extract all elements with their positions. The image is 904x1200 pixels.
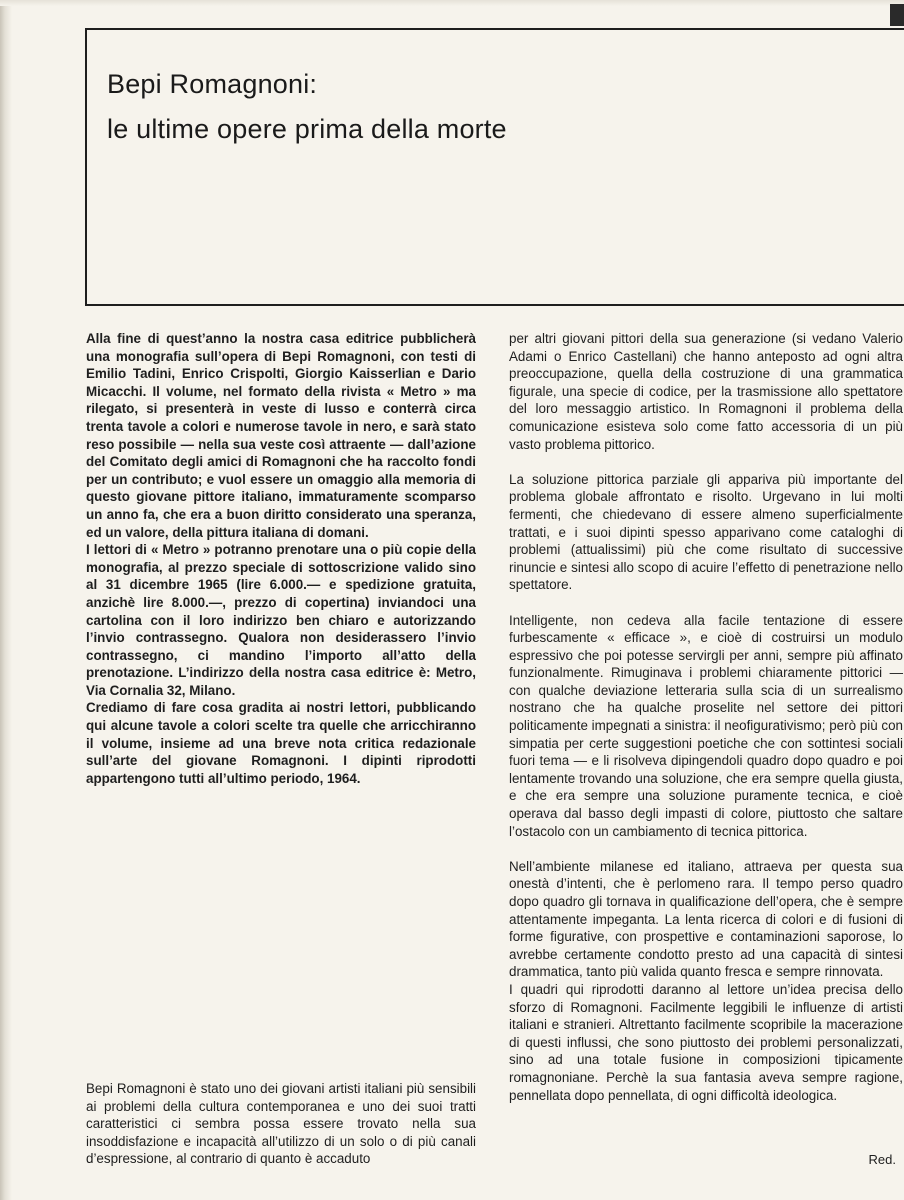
critique-paragraph: La soluzione pittorica parziale gli appariva più importante del problema globale affrontato e risolto. Urgevano in lui molti fermenti, che chiedevano di essere almeno superficialmente trattati, e i suoi dipinti spesso apparivano come cataloghi di problemi (attualissimi) più che come risultato di successive rinuncie e sintesi allo scopo di acuire l’effetto di penetrazione nello spettatore. bbox=[509, 471, 903, 593]
article-title bbox=[107, 62, 507, 152]
intro-paragraph: Alla fine di quest’anno la nostra casa editrice pubblicherà una monografia sull’opera di Bepi Romagnoni, con testi di Emilio Tadini, Enrico Crispolti, Giorgio Kaisserlian e Dario Micacchi. Il volume, nel formato della rivista « Metro » ma rilegato, si presenterà in veste di lusso e conterrà circa trenta tavole a colori e numerose tavole in nero, e sarà stato reso possibile — nella sua veste così attraente — dall’azione del Comitato degli amici di Romagnoni che ha raccolto fondi per un contributo; e vuol essere un omaggio alla memoria di questo giovane pittore italiano, immaturamente scomparso un anno fa, che era a buon diritto considerato una speranza, ed un valore, della pittura italiana di domani. bbox=[86, 331, 476, 540]
article-title-line-2: le ultime opere prima della morte bbox=[107, 114, 507, 144]
critique-paragraph: Intelligente, non cedeva alla facile tentazione di essere furbescamente « efficace », e cioè di costruirsi un modulo espressivo che poi potesse servirgli per anni, sempre più affinato funzionalmente. Rimuginava i problemi chiaramente pittorici — con qualche deviazione letteraria sulla scia di un surrealismo nostrano che ha qualche proselite nel settore dei pittori politicamente impegnati a sinistra: il neofigurativismo; però più con simpatia per certe suggestioni poetiche che con sottintesi sociali fuori tema — e li risolveva dipingendoli quadro dopo quadro e poi lentamente trovando una soluzione, che era sempre quella giusta, e che era sempre una soluzione puramente tecnica, e cioè operava dal basso degli impasti di colore, piuttosto che saltare l’ostacolo con un cambiamento di tecnica pittorica. bbox=[509, 612, 903, 839]
corner-mark bbox=[890, 4, 904, 26]
critique-paragraph: I quadri qui riprodotti daranno al lettore un’idea precisa dello sforzo di Romagnoni. Facilmente leggibili le influenze di artisti italiani e stranieri. Altrettanto facilmente scopribile la macerazione di questi influssi, che sono piuttosto dei problemi personalizzati, sino ad una totale fusione in composizioni tipicamente romagnoniane. Perchè la sua fantasia aveva sempre ragione, pennellata dopo pennellata, di ogni difficoltà ideologica. bbox=[509, 981, 903, 1103]
critique-paragraph: Nell’ambiente milanese ed italiano, attraeva per questa sua onestà d’intenti, che è perlomeno rara. Il tempo perso quadro dopo quadro gli tornava in qualificazione dell’opera, che è sempre attentamente impeganta. La lenta ricerca di colori e di fusioni di forme figurative, con prospettive e contaminazioni saporose, lo avrebbe certamente condotto presto ad una capacità di sintesi drammatica, tanto più valida quanto fresca e sempre rinnovata. bbox=[509, 858, 903, 980]
title-frame bbox=[85, 28, 904, 306]
bio-paragraph: Bepi Romagnoni è stato uno dei giovani artisti italiani più sensibili ai problemi della cultura contemporanea e uno dei suoi tratti caratteristici ci sembra possa essere trovato nella sua insoddisfazione e incapacità all’utilizzo di un solo o di più canali d’espressione, al contrario di quanto è accaduto bbox=[86, 1081, 476, 1167]
signature: Red. bbox=[868, 1152, 896, 1167]
intro-paragraph: I lettori di « Metro » potranno prenotare una o più copie della monografia, al prezzo speciale di sottoscrizione valido sino al 31 dicembre 1965 (lire 6.000.— e spedizione gratuita, anzichè lire 8.000.—, prezzo di copertina) inviandoci una cartolina con il loro indirizzo ben chiaro e autorizzando l’invio contrassegno. Qualora non desiderassero l’invio contrassegno, ci mandino l’importo all’atto della prenotazione. L’indirizzo della nostra casa editrice è: Metro, Via Cornalia 32, Milano. bbox=[86, 542, 476, 698]
critique-paragraph: per altri giovani pittori della sua generazione (si vedano Valerio Adami o Enrico Castellani) che hanno anteposto ad ogni altra preoccupazione, quella della costruzione di una grammatica figurale, una specie di codice, per la trasmissione allo spettatore del loro messaggio artistico. In Romagnoni il problema della comunicazione esisteva solo come fatto accessoria di un più vasto problema pittorico. bbox=[509, 331, 903, 452]
article-title-line-1: Bepi Romagnoni: bbox=[107, 69, 318, 99]
intro-paragraph: Crediamo di fare cosa gradita ai nostri lettori, pubblicando qui alcune tavole a colori scelte tra quelle che arricchiranno il volume, insieme ad una breve nota critica redazionale sull’arte del giovane Romagnoni. I dipinti riprodotti appartengono tutti all’ultimo periodo, 1964. bbox=[86, 700, 476, 786]
intro-column bbox=[86, 330, 476, 787]
page-top-shadow bbox=[0, 0, 904, 6]
critique-column bbox=[509, 330, 903, 1104]
bio-column bbox=[86, 1080, 476, 1168]
page-binding-edge bbox=[0, 0, 12, 1200]
